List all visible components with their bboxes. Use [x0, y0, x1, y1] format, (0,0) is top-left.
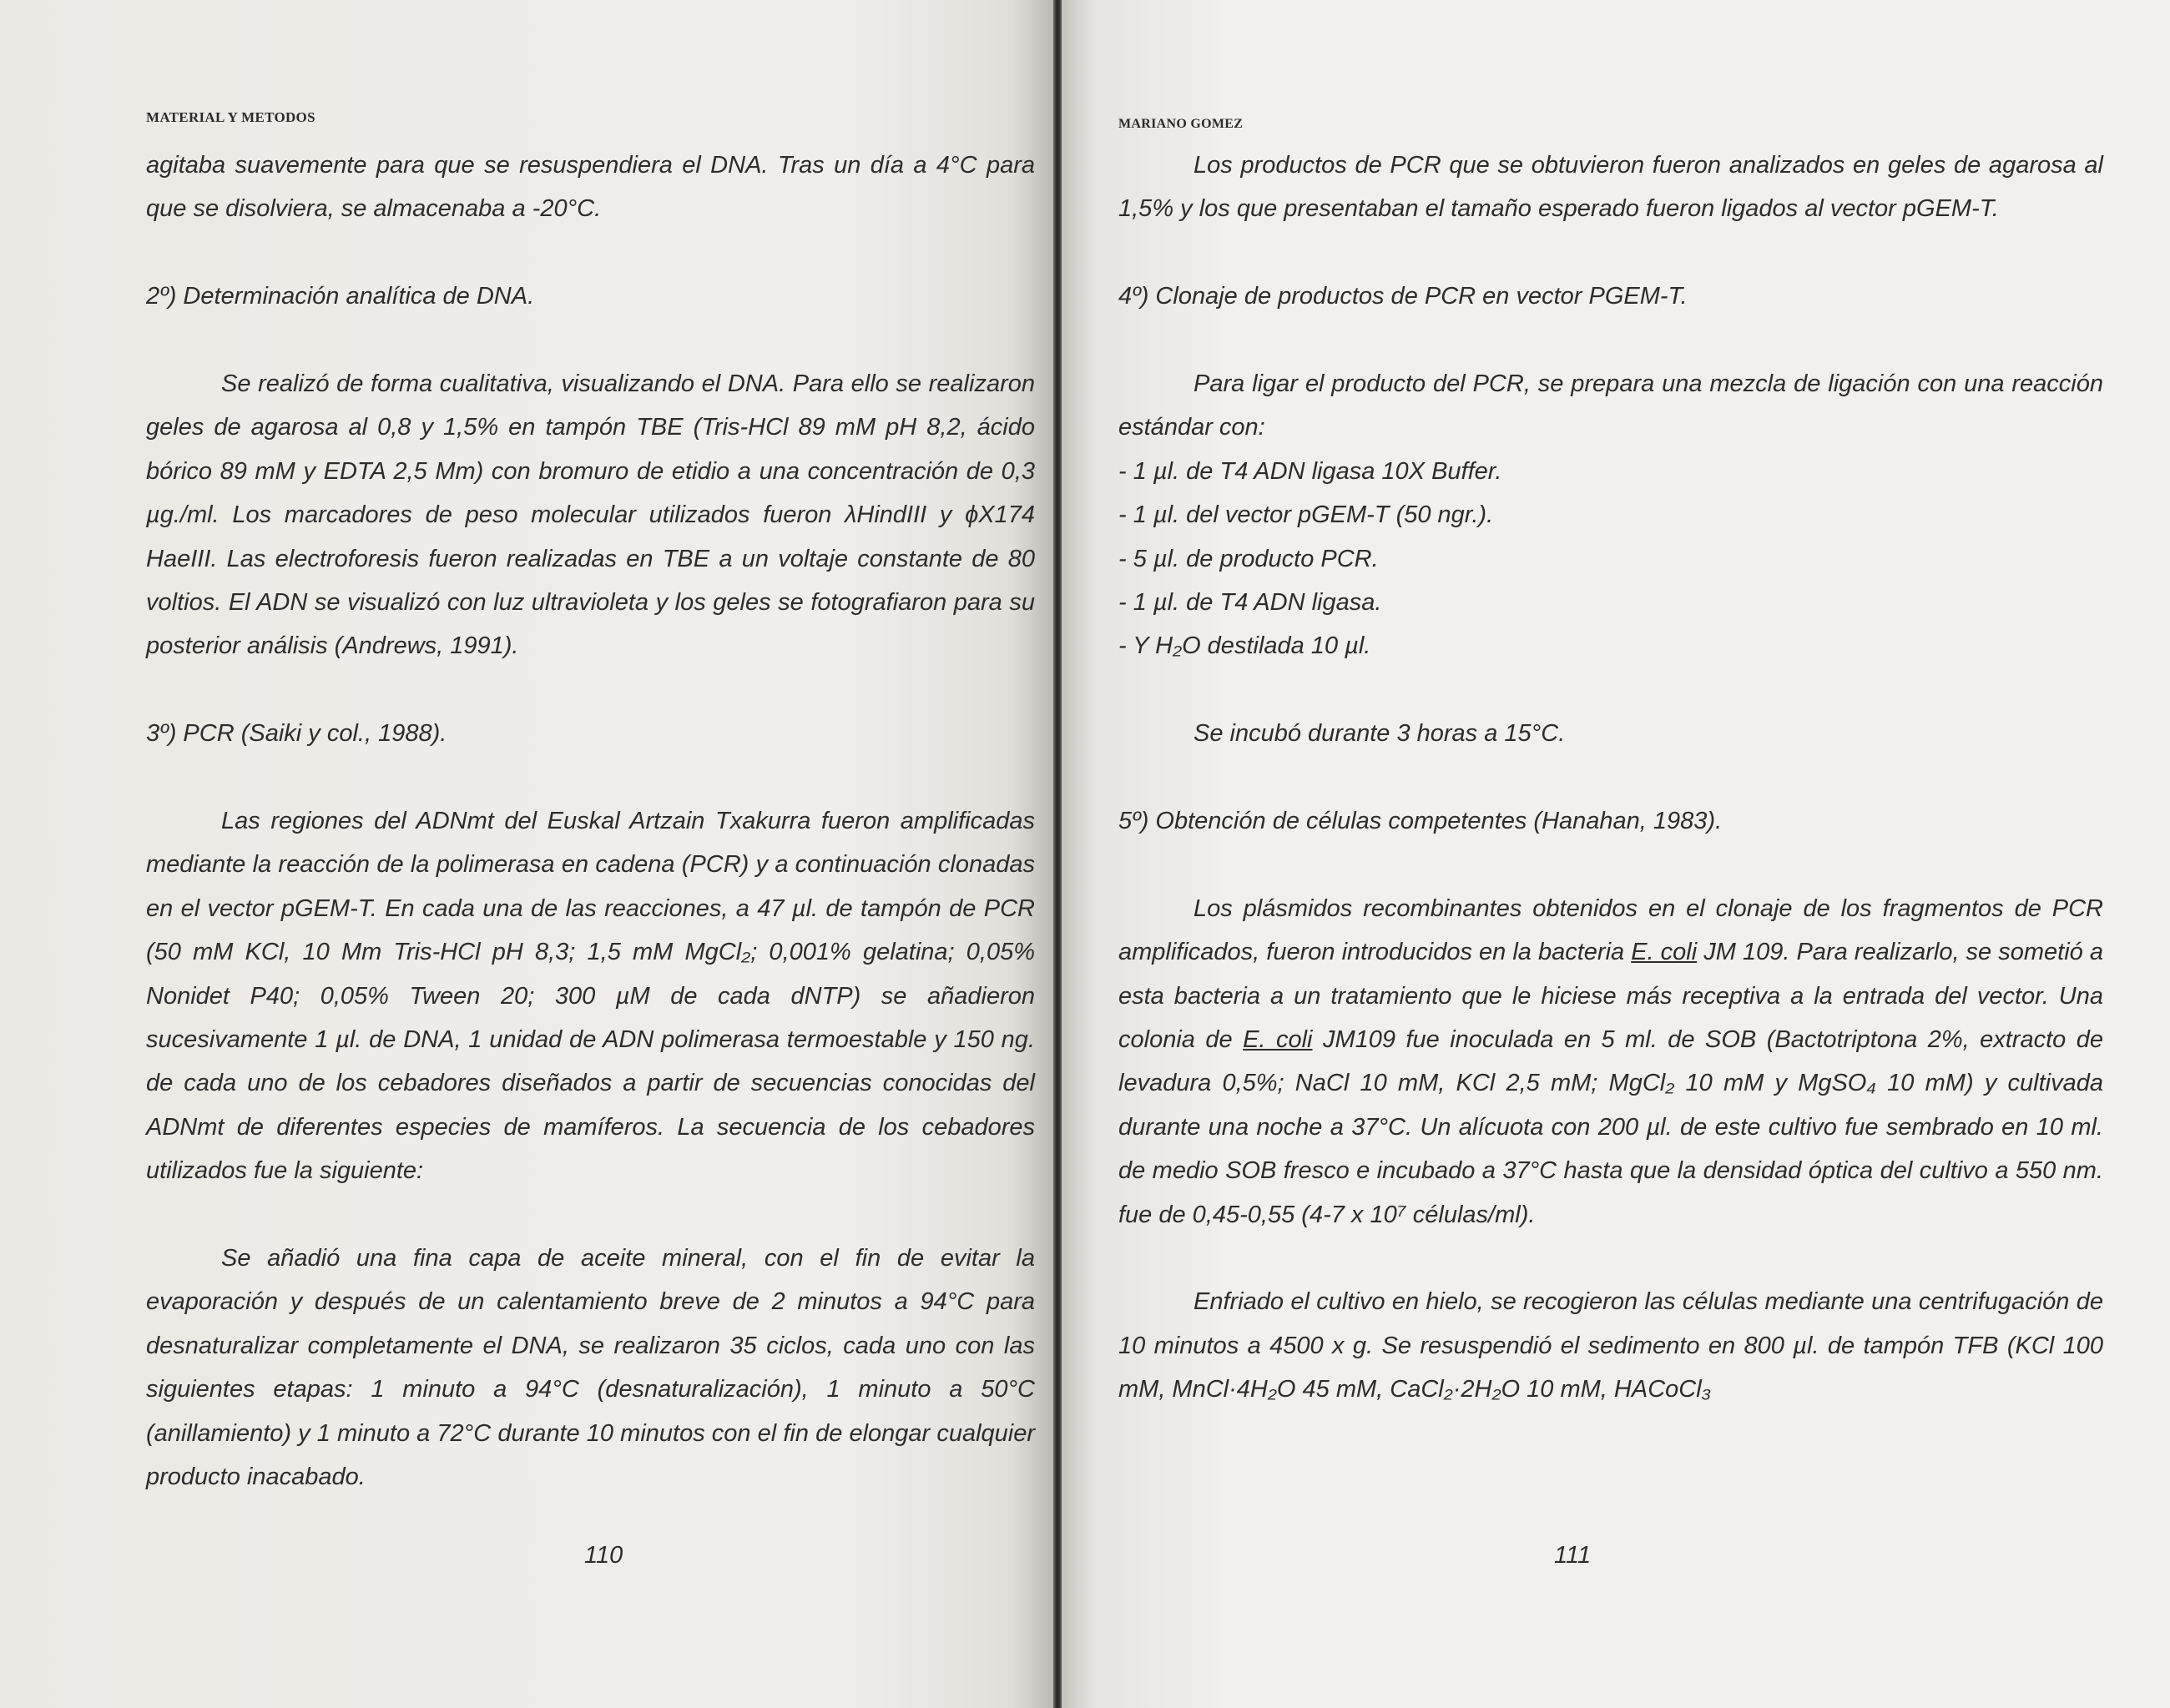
page-body [146, 144, 1035, 1499]
species-name: E. coli [1243, 1026, 1313, 1054]
paragraph: Para ligar el producto del PCR, se prepara una mezcla de ligación con una reacción estándar con: [1118, 370, 2103, 441]
paragraph [1118, 887, 2103, 1237]
list-item: - Y H₂O destilada 10 µl. [1118, 632, 1371, 660]
section-heading: 4º) Clonaje de productos de PCR en vector PGEM-T. [1118, 283, 1688, 310]
list-item: - 1 µl. de T4 ADN ligasa 10X Buffer. [1118, 457, 1502, 485]
book-gutter [1053, 0, 1062, 1708]
paragraph: agitaba suavemente para que se resuspendiera el DNA. Tras un día a 4°C para que se disolviera, se almacenaba a -20°C. [146, 152, 1035, 223]
section-heading: 2º) Determinación analítica de DNA. [146, 283, 535, 310]
left-page [0, 0, 1053, 1708]
running-header: MARIANO GOMEZ [1118, 117, 1244, 131]
paragraph-text: JM109 fue inoculada en 5 ml. de SOB (Bactotriptona 2%, extracto de levadura 0,5%; NaCl 10 mM, KCl 2,5 mM; MgCl₂ 10 mM y MgSO₄ 10 mM) y cultivada durante una noche a 37°C. Un alícuota con 200 µl. de este cultivo fue sembrado en 10 ml. de medio SOB fresco e incubado a 37°C hasta que la densidad óptica del cultivo a 550 nm. fue de 0,45-0,55 (4-7 x 10⁷ células/ml). [1118, 1026, 2104, 1228]
section-heading: 3º) PCR (Saiki y col., 1988). [146, 720, 447, 748]
paragraph-text: JM 109. Para realizarlo, se sometió a esta bacteria a un tratamiento que le hiciese más receptiva a la entrada del vector. Una colonia de [1118, 939, 2103, 1054]
paragraph: Se realizó de forma cualitativa, visualizando el DNA. Para ello se realizaron geles de agarosa al 0,8 y 1,5% en tampón TBE (Tris-HCl 89 mM pH 8,2, ácido bórico 89 mM y EDTA 2,5 Mm) con bromuro de etidio a una concentración de 0,3 µg./ml. Los marcadores de peso molecular utilizados fueron λHindIII y ϕX174 HaeIII. Las electroforesis fueron realizadas en TBE a un voltaje constante de 80 voltios. El ADN se visualizó con luz ultravioleta y los geles se fotografiaron para su posterior análisis (Andrews, 1991). [146, 370, 1035, 660]
paragraph: Enfriado el cultivo en hielo, se recogieron las células mediante una centrifugación de 10 minutos a 4500 x g. Se resuspendió el sedimento en 800 µl. de tampón TFB (KCl 100 mM, MnCl·4H₂O 45 mM, CaCl₂·2H₂O 10 mM, HACoCl₃ [1118, 1288, 2103, 1403]
section-heading: 5º) Obtención de células competentes (Hanahan, 1983). [1118, 808, 1723, 835]
paragraph: Los productos de PCR que se obtuvieron fueron analizados en geles de agarosa al 1,5% y los que presentaban el tamaño esperado fueron ligados al vector pGEM-T. [1118, 152, 2103, 223]
page-number: 110 [584, 1542, 623, 1569]
list-item: - 5 µl. de producto PCR. [1118, 545, 1379, 572]
species-name: E. coli [1631, 939, 1698, 966]
right-page [1062, 0, 2170, 1708]
page-number: 111 [1554, 1542, 1592, 1569]
paragraph-text: Los plásmidos recombinantes obtenidos en el clonaje de los fragmentos de PCR amplificados, fueron introducidos en la bacteria [1118, 894, 2103, 966]
list-item: - 1 µl. del vector pGEM-T (50 ngr.). [1118, 501, 1494, 529]
page-body [1118, 144, 2103, 1412]
paragraph: Se añadió una fina capa de aceite mineral, con el fin de evitar la evaporación y después de un calentamiento breve de 2 minutos a 94°C para desnaturalizar completamente el DNA, se realizaron 35 ciclos, cada uno con las siguientes etapas: 1 minuto a 94°C (desnaturalización), 1 minuto a 50°C (anillamiento) y 1 minuto a 72°C durante 10 minutos con el fin de elongar cualquier producto inacabado. [146, 1245, 1035, 1491]
list-item: - 1 µl. de T4 ADN ligasa. [1118, 589, 1382, 617]
paragraph: Las regiones del ADNmt del Euskal Artzain Txakurra fueron amplificadas mediante la reacción de la polimerasa en cadena (PCR) y a continuación clonadas en el vector pGEM-T. En cada una de las reacciones, a 47 µl. de tampón de PCR (50 mM KCl, 10 Mm Tris-HCl pH 8,3; 1,5 mM MgCl₂; 0,001% gelatina; 0,05% Nonidet P40; 0,05% Tween 20; 300 µM de cada dNTP) se añadieron sucesivamente 1 µl. de DNA, 1 unidad de ADN polimerasa termoestable y 150 ng. de cada uno de los cebadores diseñados a partir de secuencias conocidas del ADNmt de diferentes especies de mamíferos. La secuencia de los cebadores utilizados fue la siguiente: [146, 808, 1035, 1185]
running-header: MATERIAL Y METODOS [146, 109, 315, 125]
paragraph: Se incubó durante 3 horas a 15°C. [1194, 720, 1566, 748]
